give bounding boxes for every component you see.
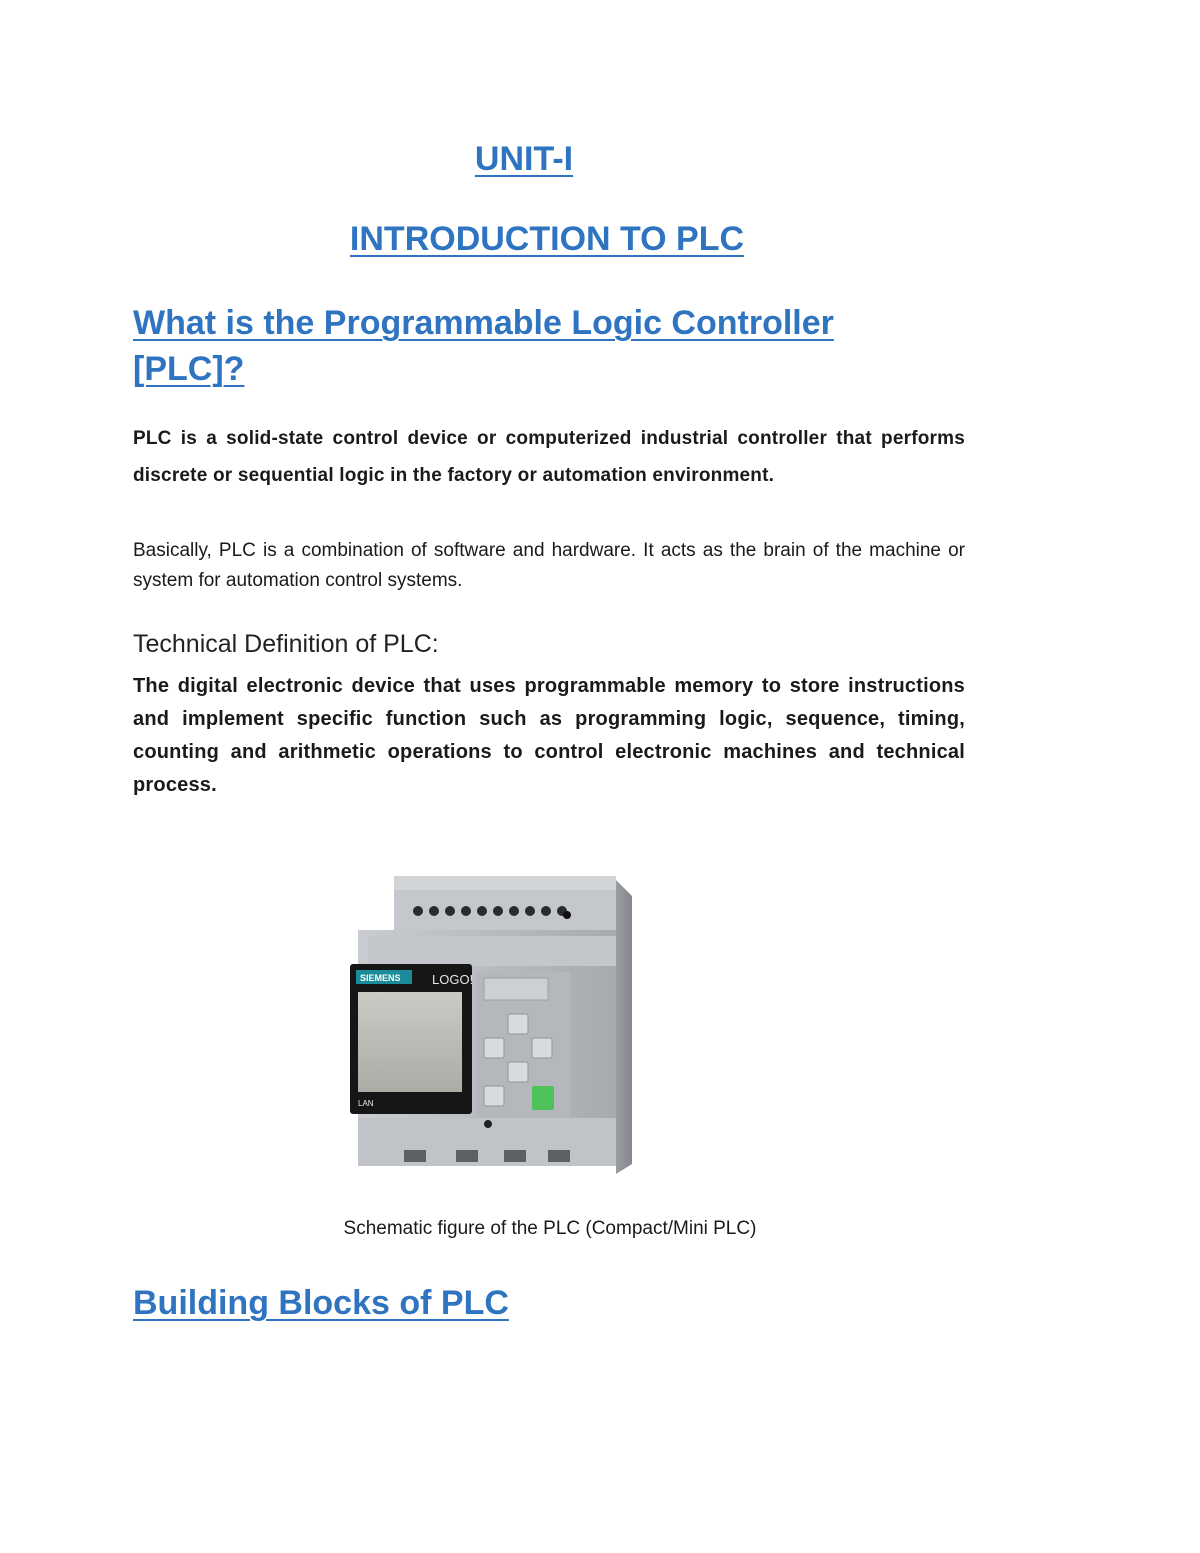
plc-device-image	[348, 868, 632, 1174]
plc-figure	[348, 868, 632, 1174]
lan-label: LAN	[358, 1099, 374, 1108]
figure-caption: Schematic figure of the PLC (Compact/Mini PLC)	[343, 1218, 757, 1239]
what-is-plc-heading: What is the Programmable Logic Controller [PLC]?	[133, 304, 834, 388]
plc-basic-paragraph: Basically, PLC is a combination of software and hardware. It acts as the brain of the machine or system for automation control systems.	[133, 540, 965, 591]
unit-title: UNIT-I	[474, 140, 574, 178]
logo-model-label: LOGO!	[432, 972, 474, 987]
intro-title: INTRODUCTION TO PLC	[349, 220, 745, 258]
plc-definition-paragraph: PLC is a solid-state control device or computerized industrial controller that performs discrete or sequential logic in the factory or automation environment.	[133, 428, 965, 486]
building-blocks-heading: Building Blocks of PLC	[133, 1284, 509, 1322]
siemens-logo: SIEMENS	[360, 973, 401, 983]
technical-definition-paragraph: The digital electronic device that uses programmable memory to store instructions and implement specific function such as programming logic, sequence, timing, counting and arithmetic operations to control electronic machines and technical process.	[133, 675, 965, 796]
technical-definition-heading: Technical Definition of PLC:	[133, 630, 439, 658]
